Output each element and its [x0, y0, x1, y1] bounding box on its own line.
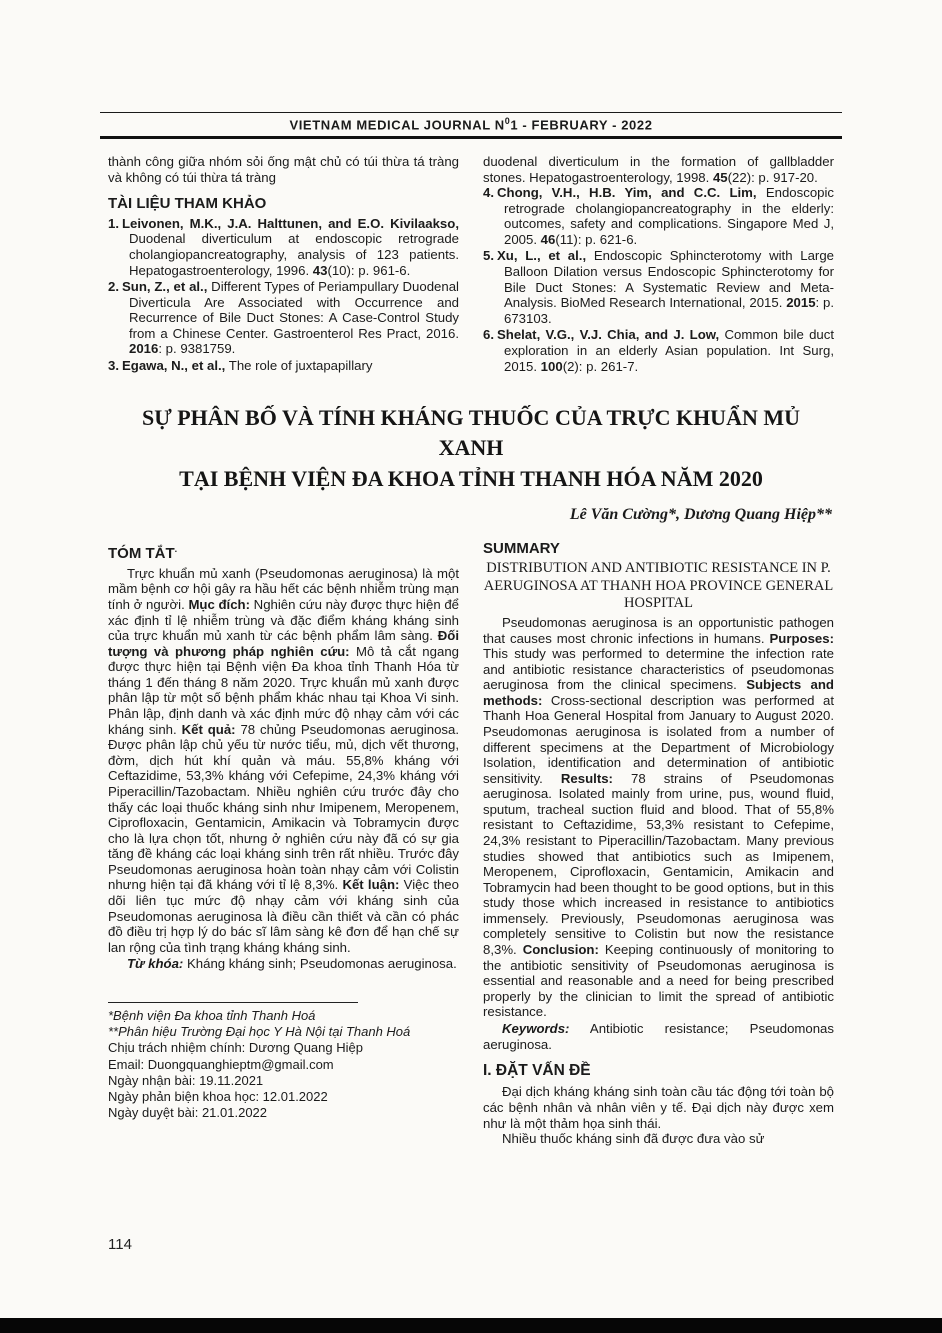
references-heading: TÀI LIỆU THAM KHẢO — [108, 195, 267, 213]
footnote-rule — [108, 1002, 358, 1003]
footnote-corresponding-author: Chịu trách nhiệm chính: Dương Quang Hiệp — [108, 1040, 363, 1056]
page-content — [108, 154, 834, 1147]
journal-header — [100, 112, 842, 139]
article-body — [108, 540, 834, 1147]
footnote-review-date: Ngày phản biện khoa học: 12.01.2022 — [108, 1089, 328, 1105]
reference-text: Chong, V.H., H.B. Yim, and C.C. Lim, Endoscopic retrograde cholangiopancreatography in the elderly: outcomes, safety and complications. Singapore Med J, 2005. 46(11): p. 621-6. — [497, 185, 835, 247]
reference-item-2 — [108, 279, 459, 357]
summary-paragraph: Pseudomonas aeruginosa is an opportunistic pathogen that causes most chronic infections in humans. Purposes: This study was performed to determine the infection rate and antibiotic resistance characteristics of pseudomonas aeruginosa from the clinical specimens. Subjects and methods: Cross-sectional description was performed at Thanh Hoa General Hospital from January to August 2020. Pseudomonas aeruginosa is isolated from a number of different specimens at the Department of Microbiology Isolation, identification and determination of antibiotic sensitivity. Results: 78 strains of Pseudomonas aeruginosa. Isolated mainly from urine, pus, wound fluid, sputum, tracheal suction fluid and blood. That of 55,8% resistant to Ceftazidime, 53,3% resistant to Cefepime, 24,3% resistant to Piperacillin/Tazobactam. Many previous studies showed that antibiotics such as Imipenem, Meropenem, Ciprofloxacin, Gentamicin, Amikacin and Tobramycin had been thought to be good options, but in this study those which increased in resistance to antibiotics immensely. Previously, Pseudomonas aeruginosa was completely sensitive to Colistin but now the resistance 8,3%. Conclusion: Keeping continuously of monitoring to the antibiotic sensitivity of Pseudomonas aeruginosa is essential and reasonable and a need for being prescribed properly by the clinician to limit the spread of antibiotic resistance. — [483, 614, 834, 1020]
footnote-accepted-date: Ngày duyệt bài: 21.01.2022 — [108, 1105, 268, 1121]
reference-text: Egawa, N., et al., The role of juxtapapillary — [122, 358, 373, 374]
reference-text: Sun, Z., et al., Different Types of Periampullary Duodenal Diverticula Are Associated with Occurrence and Recurrence of Bile Duct Stones: A Case-Control Study from a Chinese Center. Gastroenterol Res Pract, 2016. 2016: p. 9381759. — [122, 279, 459, 357]
introduction-paragraph-1: Đại dịch kháng kháng sinh toàn cầu tác động tới toàn bộ các bệnh nhân và nhân viên y tế. Đại dịch này được xem như là một thảm họa sinh thái. — [483, 1084, 834, 1131]
reference-item-3 — [108, 358, 459, 374]
reference-text: Leivonen, M.K., J.A. Halttunen, and E.O. Kivilaakso, Duodenal diverticulum at endoscopic retrograde cholangiopancreatography, analysis of 123 patients. Hepatogastroenterology, 1996. 43(10): p. 961-6. — [122, 215, 459, 278]
reference-item-6 — [483, 327, 834, 374]
article-title-line-2: TẠI BỆNH VIỆN ĐA KHOA TỈNH THANH HÓA NĂM 2020 — [179, 465, 763, 491]
references-left-column — [108, 154, 459, 375]
summary-keywords: Keywords: Antibiotic resistance; Pseudomonas aeruginosa. — [483, 1020, 834, 1052]
article-title — [108, 403, 834, 494]
reference-number: 6. — [483, 327, 494, 343]
reference-carryover-text: duodenal diverticulum in the formation of gallbladder stones. Hepatogastroenterology, 1998. 45(22): p. 917-20. — [483, 154, 834, 185]
article-title-line-1: SỰ PHÂN BỐ VÀ TÍNH KHÁNG THUỐC CỦA TRỰC KHUẨN MỦ XANH — [141, 405, 800, 461]
reference-number: 5. — [483, 248, 494, 264]
abstract-heading: TÓM TẮT. — [108, 544, 178, 563]
carryover-paragraph: thành công giữa nhóm sỏi ống mật chủ có túi thừa tá tràng và không có túi thừa tá tràng — [108, 154, 459, 185]
introduction-paragraph-2: Nhiều thuốc kháng sinh đã được đưa vào sử — [502, 1131, 765, 1147]
abstract-heading-marker: . — [174, 544, 178, 555]
article-right-column — [483, 540, 834, 1147]
introduction-heading: I. ĐẶT VẤN ĐỀ — [483, 1062, 591, 1080]
reference-item-5 — [483, 248, 834, 326]
summary-heading: SUMMARY — [483, 540, 560, 558]
footnote-email: Email: Duongquanghieptm@gmail.com — [108, 1056, 334, 1072]
scan-edge-bar — [0, 1318, 942, 1333]
reference-number: 3. — [108, 358, 119, 374]
reference-text: Xu, L., et al., Endoscopic Sphincterotomy with Large Balloon Dilation versus Endoscopic Sphincterotomy for Bile Duct Stones: A Systematic Review and Meta-Analysis. BioMed Research International, 2015. 2015: p. 673103. — [497, 248, 834, 326]
abstract-paragraph: Trực khuẩn mủ xanh (Pseudomonas aeruginosa) là một mầm bệnh cơ hội gây ra hầu hết các bệnh nhiễm trùng mạn tính ở người. Mục đích: Nghiên cứu này được thực hiện để xác định tỉ lệ nhiễm trùng và đặc điểm kháng kháng sinh của trực khuẩn mủ xanh từ các bệnh phẩm lâm sàng. Đối tượng và phương pháp nghiên cứu: Mô tả cắt ngang được thực hiện tại Bệnh viện Đa khoa tỉnh Thanh Hóa từ tháng 1 đến tháng 8 năm 2020. Trực khuẩn mủ xanh được phân lập từ một số bệnh phẩm khác nhau tại Khoa Vi sinh. Phân lập, định danh và xác định mức độ nhạy cảm với các kháng sinh. Kết quả: 78 chủng Pseudomonas aeruginosa. Được phân lập chủ yếu từ nước tiểu, mủ, dịch vết thương, đờm, dịch hút khí quản và máu. 55,8% kháng với Ceftazidime, 53,3% kháng với Cefepime, 24,3% kháng với Piperacillin/Tazobactam. Nhiều nghiên cứu trước đây cho thấy các loại thuốc kháng sinh như Imipenem, Meropenem, Ciprofloxacin, Gentamicin, Amikacin và Tobramycin được cho là lựa chọn tốt, nhưng ở nghiên cứu này đã có sự gia tăng đề kháng các loại kháng sinh trên rất nhiều. Trước đây Pseudomonas aeruginosa hoàn toàn nhạy cảm với Colistin nhưng hiện tại đã kháng với tỉ lệ 8,3%. Kết luận: Việc theo dõi liên tục mức độ nhạy cảm với kháng sinh của Pseudomonas aeruginosa là điều cần thiết và cần có phác đồ điều trị hợp lý do bác sĩ lâm sàng kê đơn để hạn chế sự lan rộng của tình trạng kháng kháng sinh. — [108, 565, 460, 955]
footnote-affiliation-2: **Phân hiệu Trường Đại học Y Hà Nội tại Thanh Hoá — [108, 1024, 411, 1040]
references-section — [108, 154, 834, 375]
summary-title: DISTRIBUTION AND ANTIBIOTIC RESISTANCE IN P. AERUGINOSA AT THANH HOA PROVINCE GENERAL HOSPITAL — [483, 559, 834, 612]
journal-title — [100, 113, 842, 136]
journal-title-suffix: 1 - FEBRUARY - 2022 — [510, 117, 653, 133]
reference-number: 2. — [108, 279, 119, 295]
reference-number: 4. — [483, 185, 494, 201]
abstract-keywords: Từ khóa: Kháng kháng sinh; Pseudomonas aeruginosa. — [127, 956, 457, 972]
reference-number: 1. — [108, 215, 119, 231]
article-left-column — [108, 540, 459, 1147]
reference-item-4 — [483, 185, 834, 247]
footnotes-block — [108, 1002, 459, 1122]
footnote-received-date: Ngày nhận bài: 19.11.2021 — [108, 1072, 264, 1088]
article-authors: Lê Văn Cường*, Dương Quang Hiệp** — [569, 506, 832, 524]
header-rule-bottom — [100, 136, 842, 139]
journal-title-prefix: VIETNAM MEDICAL JOURNAL N — [289, 117, 505, 133]
reference-item-1 — [108, 216, 459, 278]
reference-text: Shelat, V.G., V.J. Chia, and J. Low, Common bile duct exploration in an elderly Asian population. Int Surg, 2015. 100(2): p. 261-7. — [497, 327, 835, 374]
page-number: 114 — [108, 1236, 132, 1253]
references-right-column — [483, 154, 834, 375]
footnote-affiliation-1: *Bệnh viện Đa khoa tỉnh Thanh Hoá — [108, 1007, 316, 1023]
journal-title-superscript: 0 — [504, 116, 511, 126]
